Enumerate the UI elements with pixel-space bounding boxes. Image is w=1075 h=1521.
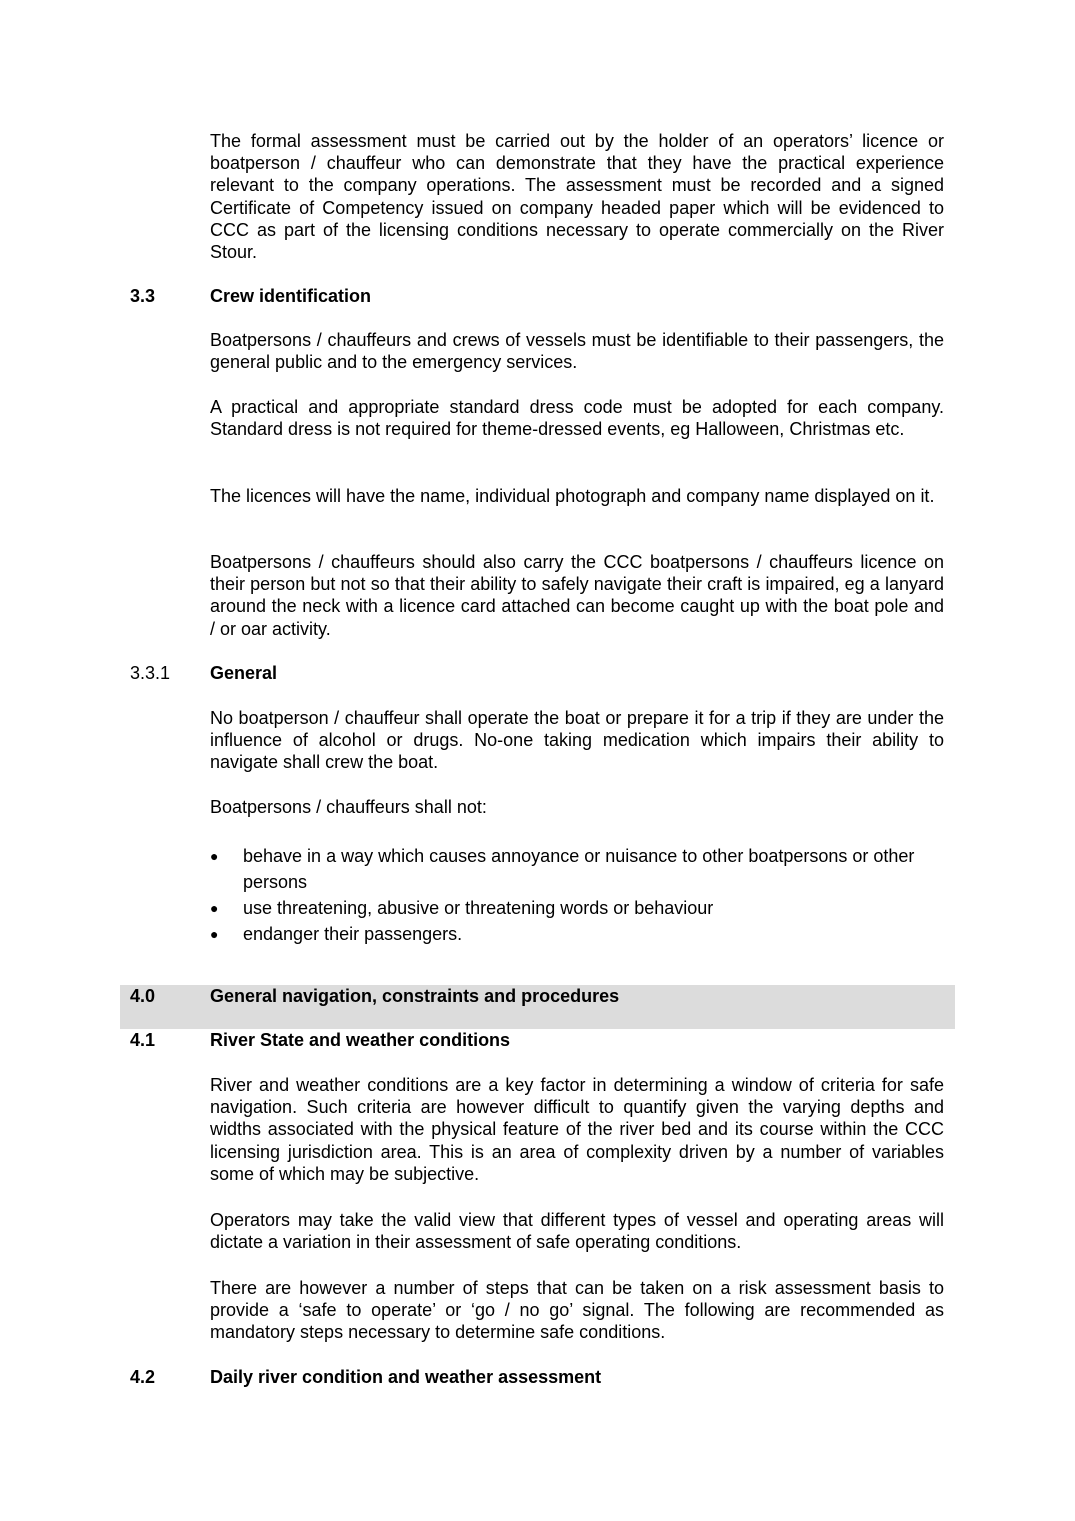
paragraph-risk-assessment: There are however a number of steps that can be taken on a risk assessment basis to provide a ‘safe to operate’ or ‘go / no go’ signal. The following are recommended as mandatory steps necessary to determine safe conditions. [210,1278,944,1343]
paragraph-identifiable: Boatpersons / chauffeurs and crews of vessels must be identifiable to their passengers, the general public and to the emergency services. [210,330,944,373]
section-title: Crew identification [210,286,372,306]
bullet-marker: ● [210,848,219,864]
section-number: 4.0 [130,986,156,1006]
list-item-text: endanger their passengers. [243,924,463,944]
list-item [210,895,944,921]
section-title: Daily river condition and weather assessment [210,1367,602,1387]
section-title: General [210,663,278,683]
paragraph-shall-not: Boatpersons / chauffeurs shall not: [210,797,487,817]
section-number: 3.3.1 [130,663,171,683]
list-item-text: behave in a way which causes annoyance or nuisance to other boatpersons or other persons [243,846,915,892]
section-number: 4.1 [130,1030,156,1050]
bullet-marker: ● [210,926,219,942]
paragraph-assessment: The formal assessment must be carried out by the holder of an operators’ licence or boatperson / chauffeur who can demonstrate that they have the practical experience relevant to the company operations. The assessment must be recorded and a signed Certificate of Competency issued on company headed paper which will be evidenced to CCC as part of the licensing conditions necessary to operate commercially on the River Stour. [210,131,944,263]
list-item [210,921,944,947]
section-title: River State and weather conditions [210,1030,511,1050]
list-item [210,843,944,895]
paragraph-alcohol-drugs: No boatperson / chauffeur shall operate the boat or prepare it for a trip if they are under the influence of alcohol or drugs. No-one taking medication which impairs their ability to navigate shall crew the boat. [210,708,944,773]
section-title: General navigation, constraints and procedures [210,986,620,1006]
list-item-text: use threatening, abusive or threatening words or behaviour [243,898,714,918]
paragraph-river-weather: River and weather conditions are a key factor in determining a window of criteria for safe navigation. Such criteria are however difficult to quantify given the varying depths and widths associated with the physical feature of the river bed and its course within the CCC licensing jurisdiction area. This is an area of complexity driven by a number of variables some of which may be subjective. [210,1075,944,1184]
paragraph-dress-code: A practical and appropriate standard dress code must be adopted for each company. Standard dress is not required for theme-dressed events, eg Halloween, Christmas etc. [210,397,944,440]
bullet-marker: ● [210,900,219,916]
paragraph-licences: The licences will have the name, individual photograph and company name displayed on it. [210,486,935,506]
paragraph-operators-view: Operators may take the valid view that different types of vessel and operating areas will dictate a variation in their assessment of safe operating conditions. [210,1210,944,1253]
paragraph-carry-licence: Boatpersons / chauffeurs should also carry the CCC boatpersons / chauffeurs licence on their person but not so that their ability to safely navigate their craft is impaired, eg a lanyard around the neck with a licence card attached can become caught up with the boat pole and / or oar activity. [210,552,944,639]
section-number: 4.2 [130,1367,156,1387]
section-number: 3.3 [130,286,156,306]
bullet-list [210,843,944,947]
